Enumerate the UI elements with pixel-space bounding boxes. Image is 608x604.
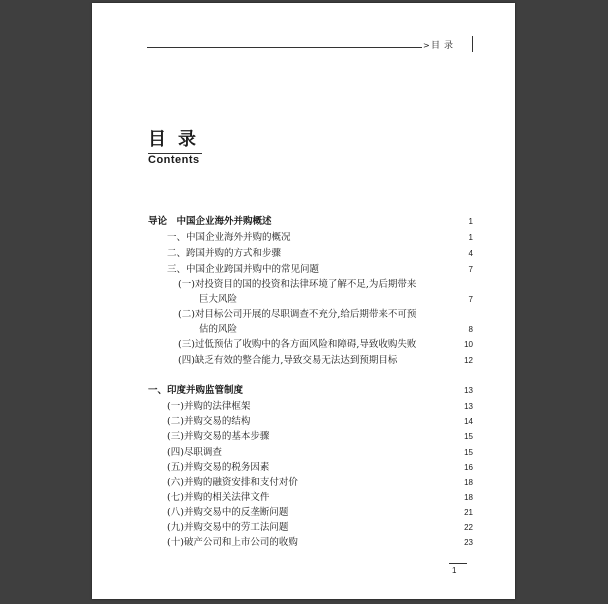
running-head-bar: [472, 36, 473, 52]
toc-entry-text: 二、跨国并购的方式和步骤: [167, 248, 282, 259]
toc-entry-page: 14: [464, 417, 473, 426]
toc-entry-text: (五)并购交易的税务因素: [167, 462, 270, 473]
toc-entry-page: 1: [468, 217, 473, 226]
toc-entry-text: 导论 中国企业海外并购概述: [148, 216, 272, 227]
toc-entry-text: (二)并购交易的结构: [167, 416, 251, 427]
toc-entry-page: 22: [464, 523, 473, 532]
toc-entry-text: (二)对目标公司开展的尽职调查不充分,给后期带来不可预: [178, 309, 417, 320]
toc-entry-page: 18: [464, 478, 473, 487]
document-page: [92, 3, 515, 599]
toc-entry-text: 一、中国企业海外并购的概况: [167, 232, 291, 243]
toc-entry-page: 7: [468, 295, 473, 304]
toc-entry-page: 15: [464, 432, 473, 441]
toc-entry-page: 18: [464, 493, 473, 502]
toc-entry-text: (三)并购交易的基本步骤: [167, 431, 270, 442]
running-head-rule: [147, 47, 422, 48]
toc-entry-text: (六)并购的融资安排和支付对价: [167, 477, 298, 488]
toc-entry-page: 1: [468, 233, 473, 242]
toc-entry-page: 8: [468, 325, 473, 334]
running-head: [147, 40, 472, 52]
toc-entry-text: 一、印度并购监管制度: [148, 385, 244, 396]
toc-entry-text: (八)并购交易中的反垄断问题: [167, 507, 289, 518]
footer-rule: [449, 563, 467, 564]
running-head-arrow: >: [423, 41, 430, 50]
toc-entry-page: 16: [464, 463, 473, 472]
toc-entry-page: 23: [464, 538, 473, 547]
toc-entry-page: 7: [468, 265, 473, 274]
toc-entry-text: (九)并购交易中的劳工法问题: [167, 522, 289, 533]
toc-entry-text: (七)并购的相关法律文件: [167, 492, 270, 503]
running-head-text: 目录: [431, 41, 458, 51]
toc-entry-text: 估的风险: [199, 324, 238, 335]
toc-entry-text: (四)缺乏有效的整合能力,导致交易无法达到预期目标: [178, 355, 398, 366]
toc-entry-page: 10: [464, 340, 473, 349]
page-number: 1: [452, 566, 457, 575]
toc-entry-text: (三)过低预估了收购中的各方面风险和障碍,导致收购失败: [178, 339, 417, 350]
toc-entry-text: (四)尽职调查: [167, 447, 222, 458]
toc-entry-page: 21: [464, 508, 473, 517]
toc-entry-page: 12: [464, 356, 473, 365]
page-title: 目录: [148, 129, 208, 150]
toc-entry-text: (一)并购的法律框架: [167, 401, 251, 412]
toc-entry-page: 13: [464, 402, 473, 411]
toc-entry-text: 巨大风险: [199, 294, 238, 305]
toc-entry-text: 三、中国企业跨国并购中的常见问题: [167, 264, 320, 275]
toc-entry-page: 15: [464, 448, 473, 457]
toc-entry-page: 13: [464, 386, 473, 395]
page-subtitle: Contents: [148, 154, 200, 166]
toc-entry-text: (十)破产公司和上市公司的收购: [167, 537, 298, 548]
toc-entry-text: (一)对投资目的国的投资和法律环境了解不足,为后期带来: [178, 279, 417, 290]
toc-entry-page: 4: [468, 249, 473, 258]
